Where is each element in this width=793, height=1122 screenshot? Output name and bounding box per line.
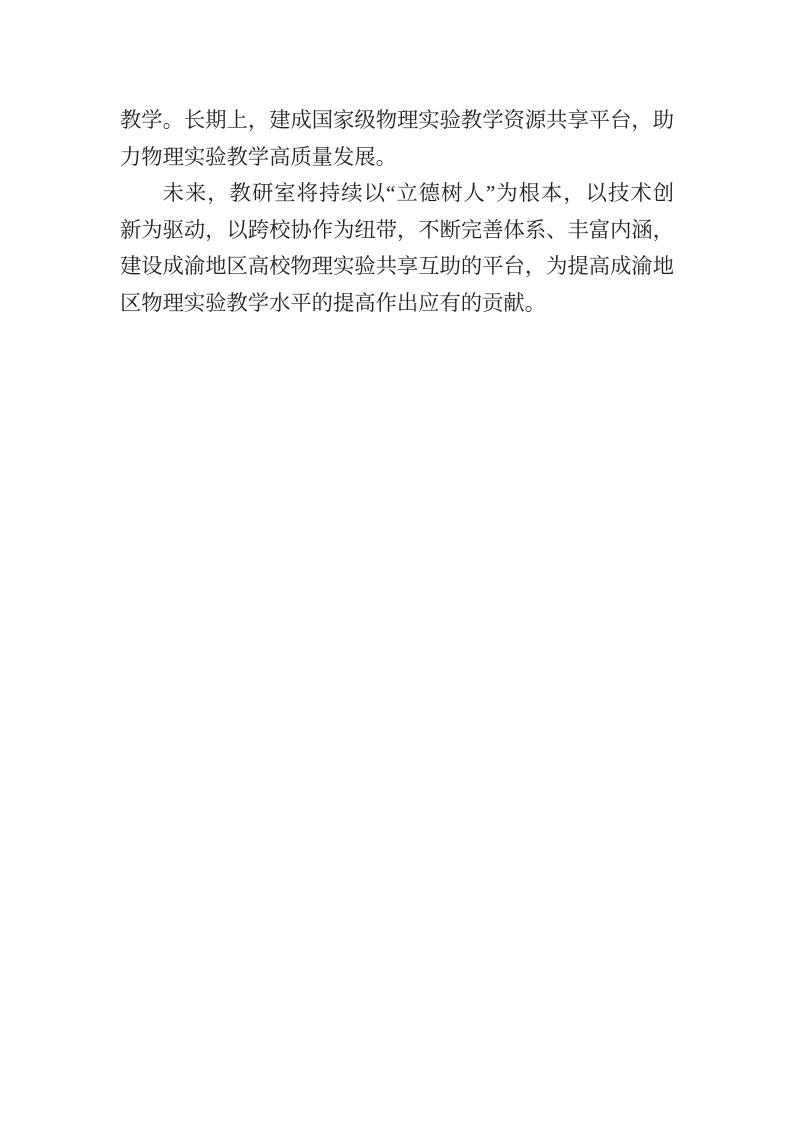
paragraph-1	[120, 102, 674, 175]
paragraph-1-line-1: 教学。长期上，建成国家级物理实验教学资源共享平台，助	[120, 108, 674, 132]
paragraph-2-line-3: 建设成渝地区高校物理实验共享互助的平台，为提高成渝地	[120, 254, 674, 279]
paragraph-2-line-2: 新为驱动，以跨校协作为纽带，不断完善体系、丰富内涵，	[120, 217, 674, 242]
paragraph-2	[120, 175, 674, 321]
paragraph-2-line-1: 未来，教研室将持续以“立德树人”为根本，以技术创	[162, 181, 674, 206]
text-block	[120, 102, 674, 322]
paragraph-2-line-4: 区物理实验教学水平的提高作出应有的贡献。	[120, 290, 546, 315]
paragraph-1-line-2: 力物理实验教学高质量发展。	[120, 144, 397, 169]
